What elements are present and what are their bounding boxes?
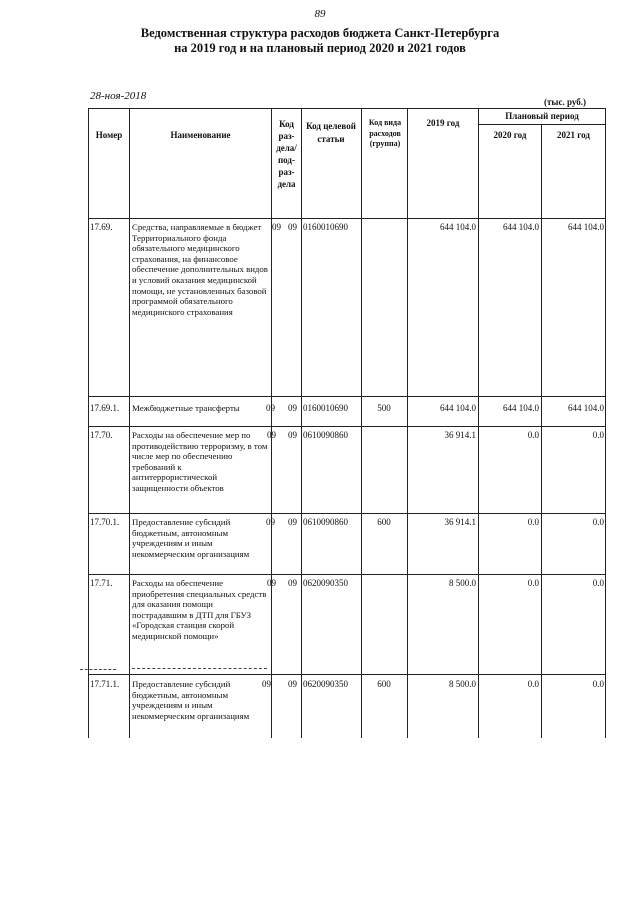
header-section: Код раз-дела/ под-раз-дела bbox=[276, 119, 297, 189]
row-subsection: 09 bbox=[288, 578, 297, 588]
row-2019: 644 104.0 bbox=[440, 222, 476, 232]
header-planned-period: Плановый период bbox=[505, 111, 579, 121]
row-target: 0610090860 bbox=[303, 517, 348, 527]
header-bottom-line bbox=[88, 218, 606, 219]
row-divider bbox=[88, 574, 606, 575]
row-kind: 500 bbox=[377, 403, 391, 413]
planned-divider-line bbox=[478, 124, 606, 125]
column-divider bbox=[361, 108, 362, 738]
row-2019: 36 914.1 bbox=[444, 517, 476, 527]
row-number: 17.71. bbox=[90, 578, 113, 588]
row-name: Предоставление субсидий бюджетным, автономным учреждениям и иным некоммерческим организациям bbox=[132, 679, 250, 721]
row-name: Расходы на обеспечение приобретения специальных средств для оказания помощи пострадавшим в ДТП для ГБУЗ «Городская станция скорой медицинской помощи» bbox=[132, 578, 267, 641]
row-divider bbox=[88, 396, 606, 397]
row-section: 09 bbox=[267, 578, 276, 588]
column-divider bbox=[407, 108, 408, 738]
row-target: 0620090350 bbox=[303, 679, 348, 689]
row-name: Межбюджетные трансферты bbox=[132, 403, 240, 413]
header-2019: 2019 год bbox=[426, 118, 460, 128]
row-section: 09 bbox=[267, 430, 276, 440]
row-2020: 0.0 bbox=[527, 679, 539, 689]
column-divider bbox=[301, 108, 302, 738]
row-2021: 0.0 bbox=[592, 430, 604, 440]
row-subsection: 09 bbox=[288, 430, 297, 440]
row-target: 0160010690 bbox=[303, 403, 348, 413]
row-2021: 644 104.0 bbox=[568, 222, 604, 232]
title-line-2: на 2019 год и на плановый период 2020 и 2021 годов bbox=[174, 41, 466, 55]
column-divider bbox=[88, 108, 89, 738]
row-2021: 0.0 bbox=[592, 578, 604, 588]
row-divider bbox=[88, 674, 606, 675]
column-divider bbox=[129, 108, 130, 738]
column-divider bbox=[478, 108, 479, 738]
row-subsection: 09 bbox=[288, 679, 297, 689]
row-section: 09 bbox=[262, 679, 271, 689]
header-2020: 2020 год bbox=[493, 130, 527, 140]
row-name: Расходы на обеспечение мер по противодействию терроризму, в том числе мер по обеспечению требований к антитеррористической защищенности объектов bbox=[132, 430, 268, 493]
row-number: 17.69. bbox=[90, 222, 113, 232]
dashed-separator bbox=[132, 668, 267, 669]
row-2020: 0.0 bbox=[527, 578, 539, 588]
header-number: Номер bbox=[95, 130, 123, 140]
row-2019: 36 914.1 bbox=[444, 430, 476, 440]
row-2020: 644 104.0 bbox=[503, 403, 539, 413]
page-number: 89 bbox=[314, 8, 326, 20]
row-2020: 644 104.0 bbox=[503, 222, 539, 232]
units-label: (тыс. руб.) bbox=[544, 97, 586, 107]
row-2021: 0.0 bbox=[592, 517, 604, 527]
row-divider bbox=[88, 426, 606, 427]
row-name: Предоставление субсидий бюджетным, автономным учреждениям и иным некоммерческим организациям bbox=[132, 517, 250, 559]
header-target: Код целевой статьи bbox=[306, 121, 356, 144]
row-2019: 8 500.0 bbox=[449, 679, 476, 689]
row-target: 0610090860 bbox=[303, 430, 348, 440]
header-top-line bbox=[88, 108, 606, 109]
row-subsection: 09 bbox=[288, 403, 297, 413]
header-kind: Код вида расходов (группа) bbox=[368, 118, 402, 148]
title-line-1: Ведомственная структура расходов бюджета Санкт-Петербурга bbox=[140, 26, 500, 40]
dashed-separator bbox=[80, 669, 116, 670]
header-name: Наименование bbox=[170, 130, 231, 140]
row-2021: 0.0 bbox=[592, 679, 604, 689]
row-kind: 600 bbox=[377, 679, 391, 689]
row-section: 09 bbox=[272, 222, 281, 232]
column-divider bbox=[605, 108, 606, 738]
budget-table bbox=[88, 108, 606, 738]
document-title bbox=[0, 26, 640, 56]
row-section: 09 bbox=[266, 517, 275, 527]
row-2019: 8 500.0 bbox=[449, 578, 476, 588]
row-number: 17.69.1. bbox=[90, 403, 120, 413]
row-number: 17.70.1. bbox=[90, 517, 120, 527]
header-2021: 2021 год bbox=[557, 130, 590, 140]
row-2019: 644 104.0 bbox=[440, 403, 476, 413]
row-section: 09 bbox=[266, 403, 275, 413]
row-subsection: 09 bbox=[288, 222, 297, 232]
row-divider bbox=[88, 513, 606, 514]
row-number: 17.70. bbox=[90, 430, 113, 440]
row-kind: 600 bbox=[377, 517, 391, 527]
row-target: 0160010690 bbox=[303, 222, 348, 232]
row-2021: 644 104.0 bbox=[568, 403, 604, 413]
row-name: Средства, направляемые в бюджет Территориального фонда обязательного медицинского страхования, на финансовое обеспечение дополнительных видов и условий оказания медицинской помощи, не установленных базовой программой обязательного медицинского страхования bbox=[132, 222, 268, 317]
row-2020: 0.0 bbox=[527, 517, 539, 527]
row-target: 0620090350 bbox=[303, 578, 348, 588]
report-date: 28-ноя-2018 bbox=[90, 90, 147, 102]
column-divider bbox=[271, 108, 272, 738]
row-subsection: 09 bbox=[288, 517, 297, 527]
row-number: 17.71.1. bbox=[90, 679, 120, 689]
row-2020: 0.0 bbox=[527, 430, 539, 440]
